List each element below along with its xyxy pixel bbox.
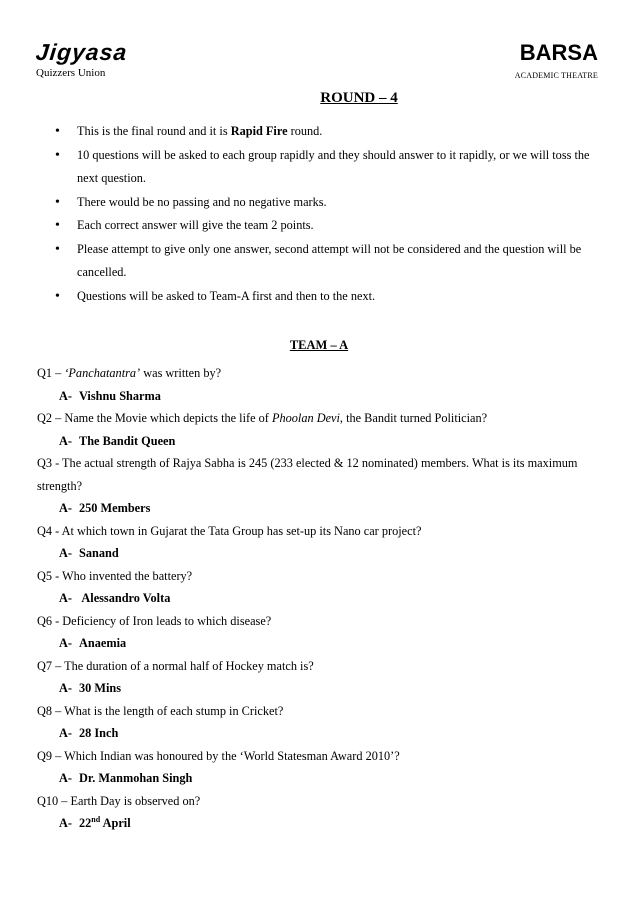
answer-prefix: A- [59, 591, 72, 605]
answer-prefix: A- [59, 636, 72, 650]
answer [37, 722, 607, 745]
answer-prefix: A- [59, 501, 72, 515]
answer-text: Alessandro Volta [79, 591, 171, 605]
questions-section [37, 362, 607, 835]
ordinal-suffix: nd [91, 814, 101, 824]
rule-item: • Each correct answer will give the team 2 points. [45, 214, 605, 238]
answer-text: 28 Inch [79, 726, 119, 740]
answer-text: 250 Members [79, 501, 151, 515]
answer-prefix: A- [59, 388, 72, 403]
round-title: ROUND – 4 [320, 90, 398, 106]
question: Q8 – What is the length of each stump in Cricket? [37, 703, 284, 718]
answer [37, 542, 607, 565]
answer-text: The Bandit Queen [79, 433, 176, 448]
answer-prefix: A- [59, 816, 72, 830]
answer-prefix: A- [59, 681, 72, 695]
answer-text: Dr. Manmohan Singh [79, 771, 193, 785]
question [37, 362, 607, 385]
question-text: Q2 – Name the Movie which depicts the life of [37, 411, 272, 425]
rule-item: • There would be no passing and no negative marks. [45, 191, 605, 215]
question: Q10 – Earth Day is observed on? [37, 793, 201, 808]
answer-text: Anaemia [79, 636, 127, 650]
answer [37, 587, 607, 610]
answer-prefix: A- [59, 771, 72, 785]
answer-text: Sanand [79, 546, 119, 560]
question: Q3 - The actual strength of Rajya Sabha is 245 (233 elected & 12 nominated) members. What is its maximum strength? [37, 456, 578, 493]
answer [37, 767, 607, 790]
quizzers-union-label: Quizzers Union [36, 67, 106, 79]
barsa-title: BARSA [519, 40, 598, 65]
rule-text: This is the final round and it is [77, 124, 231, 138]
question: Q7 – The duration of a normal half of Hockey match is? [37, 658, 314, 673]
header-right [515, 40, 598, 82]
header-left [36, 40, 127, 80]
answer-prefix: A- [59, 726, 72, 740]
rule-item [45, 120, 605, 144]
question: Q9 – Which Indian was honoured by the ‘World Statesman Award 2010’? [37, 748, 400, 763]
question: Q6 - Deficiency of Iron leads to which disease? [37, 613, 272, 628]
rule-item: • 10 questions will be asked to each group rapidly and they should answer to it rapidly, or we will toss the next question. [45, 144, 605, 191]
answer-text: 22 [79, 816, 92, 830]
answer [37, 430, 607, 453]
question: Q4 - At which town in Gujarat the Tata Group has set-up its Nano car project? [37, 523, 422, 538]
question: Q5 - Who invented the battery? [37, 568, 193, 583]
answer-prefix: A- [59, 433, 72, 448]
answer [37, 632, 607, 655]
answer [37, 812, 607, 835]
answer [37, 385, 607, 408]
rule-text: round. [287, 124, 323, 138]
question [37, 407, 607, 430]
answer-text: 30 Mins [79, 681, 122, 695]
rule-item: • Questions will be asked to Team-A first and then to the next. [45, 285, 605, 309]
rule-item: • Please attempt to give only one answer, second attempt will not be considered and the question will be cancelled. [45, 238, 605, 285]
rule-emphasis: Rapid Fire [230, 124, 288, 138]
question-text: , the Bandit turned Politician? [339, 411, 488, 425]
question-text: Q1 – [37, 366, 65, 380]
question-emphasis: ‘Panchatantra’ [64, 366, 141, 380]
question-text: was written by? [140, 366, 222, 380]
question-emphasis: Phoolan Devi [271, 411, 340, 425]
answer [37, 677, 607, 700]
rules-list [45, 120, 605, 308]
answer [37, 497, 607, 520]
jigyasa-logo: Jigyasa [34, 39, 129, 65]
answer-text: Vishnu Sharma [79, 388, 161, 403]
answer-prefix: A- [59, 546, 72, 560]
answer-text: April [100, 816, 131, 830]
team-title: TEAM – A [289, 338, 349, 352]
academic-theatre-label: ACADEMIC THEATRE [514, 71, 598, 80]
